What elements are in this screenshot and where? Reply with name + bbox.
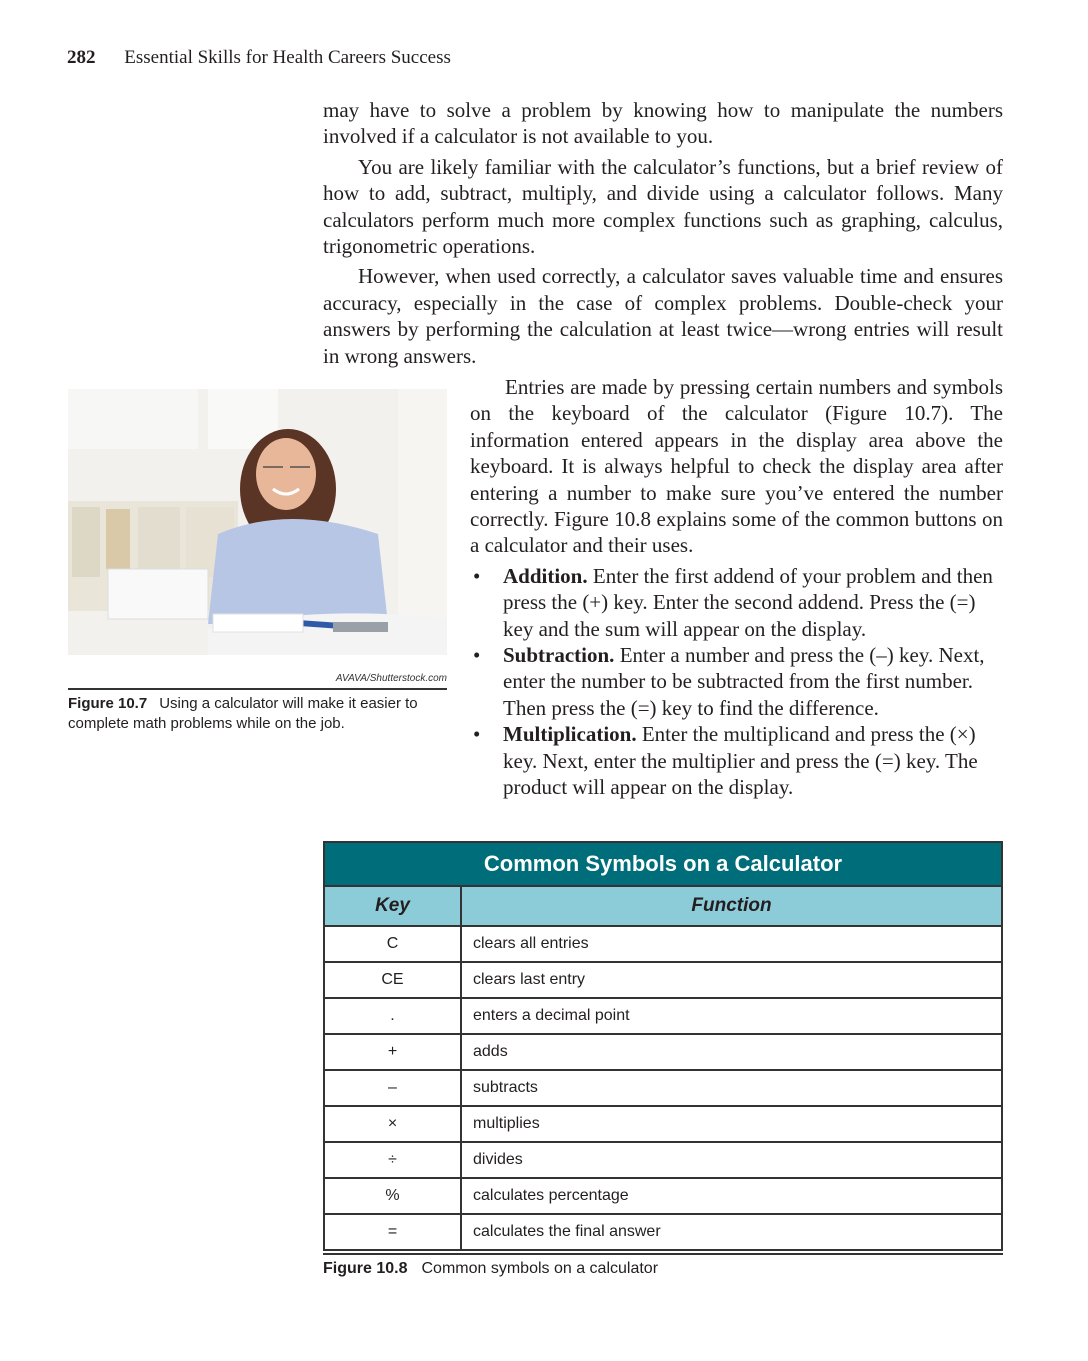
- paragraph: However, when used correctly, a calculator saves valuable time and ensures accuracy, especially in the case of complex problems. Double-check your answers by performing the calculation at least twice—wrong entries will result in wrong answers.: [323, 264, 1003, 368]
- caption-divider: [68, 688, 447, 690]
- table-row: [324, 1106, 1002, 1142]
- key-cell: C: [324, 926, 461, 962]
- key-cell: ÷: [324, 1142, 461, 1178]
- function-cell: multiplies: [461, 1106, 1002, 1142]
- figure-label: Figure 10.7: [68, 695, 148, 712]
- book-title: Essential Skills for Health Careers Success: [124, 47, 451, 68]
- caption-divider: [323, 1253, 1003, 1255]
- list-item-subtraction: [470, 642, 1003, 721]
- figure-10-7-photo: [68, 389, 447, 655]
- function-cell: adds: [461, 1034, 1002, 1070]
- calculator-symbols-table: [323, 841, 1003, 1251]
- term: Subtraction.: [503, 643, 615, 668]
- page-number: 282: [67, 47, 96, 68]
- key-cell: %: [324, 1178, 461, 1214]
- table-row: [324, 1178, 1002, 1214]
- table-row: [324, 1142, 1002, 1178]
- paragraph: may have to solve a problem by knowing how to manipulate the numbers involved if a calculator is not available to you.: [323, 98, 1003, 149]
- definition: Enter the multiplicand and press the (×) key. Next, enter the multiplier and press the (=) key. The product will appear on the display.: [503, 722, 978, 800]
- definition: Enter the first addend of your problem and then press the (+) key. Enter the second addend. Press the (=) key and the sum will appear on the display.: [503, 563, 993, 641]
- list-item-multiplication: [470, 721, 1003, 800]
- woman-with-calculator-image: [68, 389, 447, 655]
- paragraph: You are likely familiar with the calculator’s functions, but a brief review of how to add, subtract, multiply, and divide using a calculator follows. Many calculators perform much more complex functions such as graphing, calculus, trigonometric operations.: [323, 154, 1003, 259]
- function-cell: clears all entries: [461, 926, 1002, 962]
- table-row: [324, 1034, 1002, 1070]
- function-cell: calculates percentage: [461, 1178, 1002, 1214]
- function-cell: enters a decimal point: [461, 998, 1002, 1034]
- figure-10-7-caption: [68, 694, 447, 734]
- running-head: [67, 47, 451, 69]
- operation-list: [470, 563, 1003, 801]
- key-cell: .: [324, 998, 461, 1034]
- function-cell: clears last entry: [461, 962, 1002, 998]
- term: Addition.: [503, 563, 588, 588]
- figure-label: Figure 10.8: [323, 1260, 408, 1277]
- table-row: [324, 1214, 1002, 1250]
- term: Multiplication.: [503, 722, 637, 747]
- function-cell: divides: [461, 1142, 1002, 1178]
- table-row: [324, 1070, 1002, 1106]
- figure-10-8-caption: [323, 1260, 658, 1278]
- column-header-key: Key: [324, 886, 461, 926]
- table-row: [324, 962, 1002, 998]
- key-cell: ×: [324, 1106, 461, 1142]
- function-cell: calculates the final answer: [461, 1214, 1002, 1250]
- column-header-function: Function: [461, 886, 1002, 926]
- figure-caption-text: Using a calculator will make it easier to complete math problems while on the job.: [68, 695, 418, 732]
- key-cell: +: [324, 1034, 461, 1070]
- list-item-addition: [470, 563, 1003, 642]
- definition: Enter a number and press the (–) key. Next, enter the number to be subtracted from the first number. Then press the (=) key to find the difference.: [503, 643, 985, 720]
- paragraph: Entries are made by pressing certain numbers and symbols on the keyboard of the calculator (Figure 10.7). The information entered appears in the display area above the keyboard. It is always helpful to check the display area after entering a number to make sure you’ve entered the number correctly. Figure 10.8 explains some of the common buttons on a calculator and their uses.: [470, 375, 1003, 558]
- function-cell: subtracts: [461, 1070, 1002, 1106]
- table-title: Common Symbols on a Calculator: [324, 842, 1002, 886]
- photo-credit: AVAVA/Shutterstock.com: [335, 673, 447, 684]
- key-cell: =: [324, 1214, 461, 1250]
- table-row: [324, 998, 1002, 1034]
- figure-caption-text: Common symbols on a calculator: [421, 1260, 659, 1277]
- table-row: [324, 926, 1002, 962]
- key-cell: –: [324, 1070, 461, 1106]
- key-cell: CE: [324, 962, 461, 998]
- body-text-right: [470, 374, 1003, 801]
- body-text-top: [323, 97, 1003, 373]
